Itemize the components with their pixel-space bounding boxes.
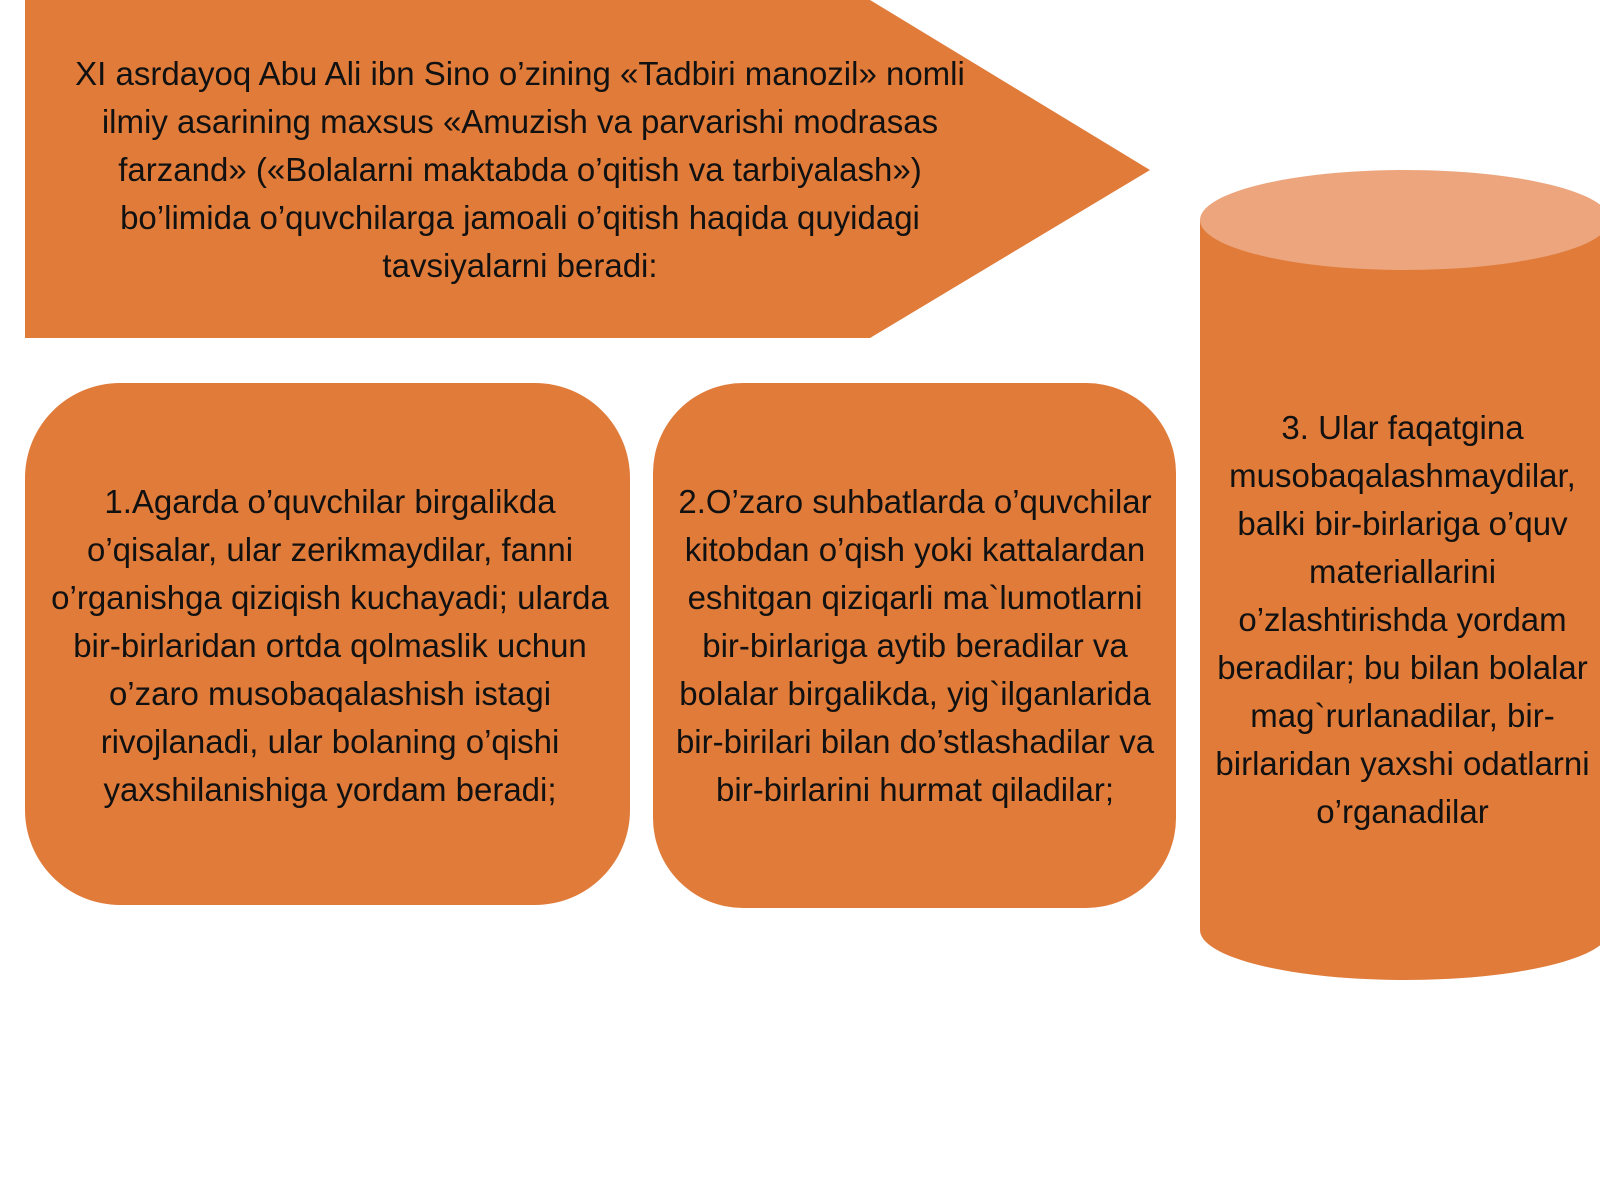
intro-text: XI asrdayoq Abu Ali ibn Sino o’zining «Tadbiri manozil» nomli ilmiy asarining maxsus «Amuzish va parvarishi modrasas farzand» («Bolalarni maktabda o’qitish va tarbiyalash») bo’limida o’quvchilarga jamoali o’qitish haqida quyidagi tavsiyalarni beradi: — [75, 55, 965, 284]
point1-text-container — [40, 386, 620, 906]
point1-text: 1.Agarda o’quvchilar birgalikda o’qisalar, ular zerikmaydilar, fanni o’rganishga qiziqish kuchayadi; ularda bir-birlaridan ortda qolmaslik uchun o’zaro musobaqalashish istagi rivojlanadi, ular bolaning o’qishi yaxshilanishiga yordam beradi; — [51, 483, 609, 808]
point3-text: 3. Ular faqatgina musobaqalashmaydilar, balki bir-birlariga o’quv materiallarini o’zlashtirishda yordam beradilar; bu bilan bolalar mag`rurlanadilar, bir-birlaridan yaxshi odatlarni o’rganadilar — [1215, 409, 1590, 830]
intro-text-container — [60, 50, 980, 290]
point2-text-container — [660, 386, 1170, 906]
point2-text: 2.O’zaro suhbatlarda o’quvchilar kitobdan o’qish yoki kattalardan eshitgan qiziqarli ma`lumotlarni bir-birlariga aytib beradilar va bolalar birgalikda, yig`ilganlarida bir-birilari bilan do’stlashadilar va bir-birlarini hurmat qiladilar; — [675, 483, 1155, 808]
point3-text-container — [1205, 260, 1600, 980]
cylinder-top — [1200, 170, 1600, 270]
